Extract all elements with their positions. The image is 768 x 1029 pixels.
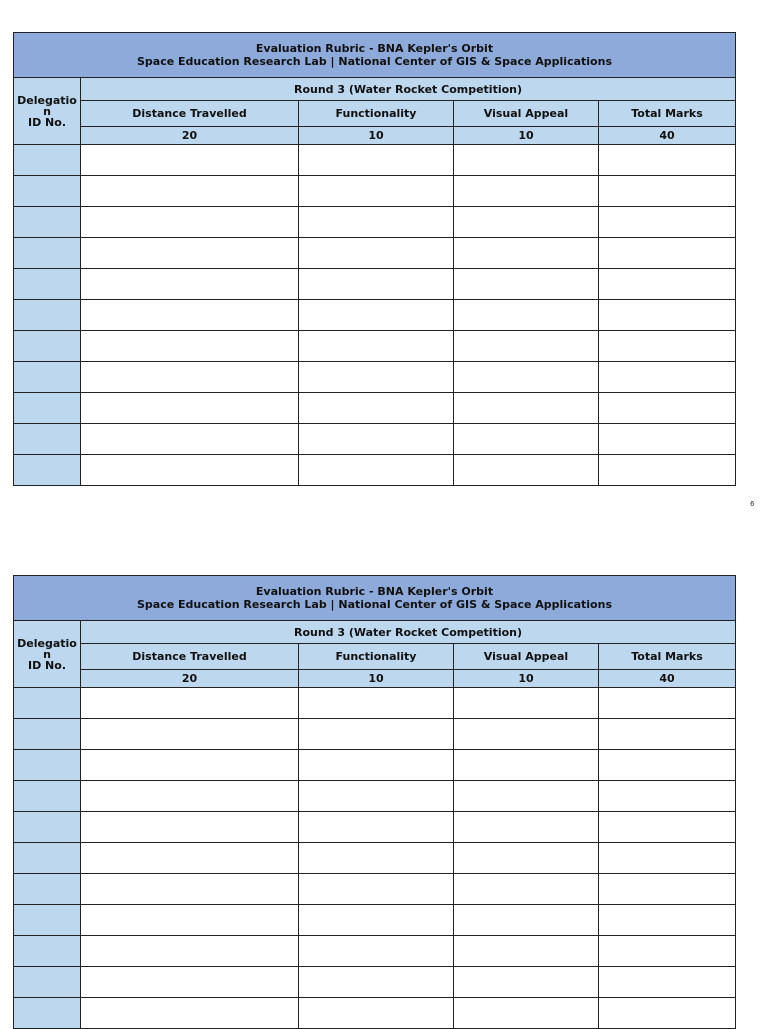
- visual-cell[interactable]: [454, 812, 599, 843]
- functionality-cell[interactable]: [299, 207, 454, 238]
- distance-cell[interactable]: [81, 967, 299, 998]
- functionality-cell[interactable]: [299, 424, 454, 455]
- rubric-title-cell: [14, 33, 736, 78]
- total-cell[interactable]: [599, 967, 736, 998]
- total-cell[interactable]: [599, 936, 736, 967]
- table-row: [14, 393, 736, 424]
- distance-cell[interactable]: [81, 455, 299, 486]
- id-cell[interactable]: [14, 812, 81, 843]
- id-cell[interactable]: [14, 238, 81, 269]
- criteria-header-row: [14, 644, 736, 670]
- table-row: [14, 843, 736, 874]
- total-cell[interactable]: [599, 393, 736, 424]
- table-row: [14, 781, 736, 812]
- total-cell[interactable]: [599, 300, 736, 331]
- id-cell[interactable]: [14, 145, 81, 176]
- delegation-id-header: [14, 621, 81, 688]
- table-row: [14, 688, 736, 719]
- distance-cell[interactable]: [81, 905, 299, 936]
- functionality-cell[interactable]: [299, 719, 454, 750]
- visual-cell[interactable]: [454, 874, 599, 905]
- visual-cell[interactable]: [454, 424, 599, 455]
- round-title: Round 3 (Water Rocket Competition): [81, 78, 736, 101]
- col-functionality: Functionality: [299, 644, 454, 670]
- functionality-cell[interactable]: [299, 176, 454, 207]
- rubric-title: Evaluation Rubric - BNA Kepler's Orbit: [255, 585, 494, 598]
- visual-cell[interactable]: [454, 331, 599, 362]
- max-distance: 20: [81, 670, 299, 688]
- max-marks-row: [14, 670, 736, 688]
- distance-cell[interactable]: [81, 362, 299, 393]
- delegation-id-label-3: ID No.: [28, 115, 66, 129]
- visual-cell[interactable]: [454, 781, 599, 812]
- id-cell[interactable]: [14, 719, 81, 750]
- functionality-cell[interactable]: [299, 269, 454, 300]
- distance-cell[interactable]: [81, 812, 299, 843]
- table-row: [14, 936, 736, 967]
- functionality-cell[interactable]: [299, 812, 454, 843]
- col-visual-appeal: Visual Appeal: [454, 644, 599, 670]
- visual-cell[interactable]: [454, 300, 599, 331]
- distance-cell[interactable]: [81, 843, 299, 874]
- visual-cell[interactable]: [454, 362, 599, 393]
- id-cell[interactable]: [14, 874, 81, 905]
- total-cell[interactable]: [599, 362, 736, 393]
- max-marks-row: [14, 127, 736, 145]
- distance-cell[interactable]: [81, 269, 299, 300]
- id-cell[interactable]: [14, 393, 81, 424]
- table-row: [14, 874, 736, 905]
- id-cell[interactable]: [14, 300, 81, 331]
- distance-cell[interactable]: [81, 238, 299, 269]
- visual-cell[interactable]: [454, 207, 599, 238]
- distance-cell[interactable]: [81, 176, 299, 207]
- functionality-cell[interactable]: [299, 331, 454, 362]
- id-cell[interactable]: [14, 781, 81, 812]
- id-cell[interactable]: [14, 936, 81, 967]
- id-cell[interactable]: [14, 207, 81, 238]
- functionality-cell[interactable]: [299, 688, 454, 719]
- table-row: [14, 207, 736, 238]
- visual-cell[interactable]: [454, 719, 599, 750]
- visual-cell[interactable]: [454, 750, 599, 781]
- id-cell[interactable]: [14, 750, 81, 781]
- max-total: 40: [599, 127, 736, 145]
- functionality-cell[interactable]: [299, 936, 454, 967]
- id-cell[interactable]: [14, 331, 81, 362]
- max-functionality: 10: [299, 670, 454, 688]
- page-number: 6: [750, 500, 755, 508]
- total-cell[interactable]: [599, 874, 736, 905]
- max-visual: 10: [454, 127, 599, 145]
- distance-cell[interactable]: [81, 936, 299, 967]
- id-cell[interactable]: [14, 688, 81, 719]
- id-cell[interactable]: [14, 269, 81, 300]
- total-cell[interactable]: [599, 331, 736, 362]
- distance-cell[interactable]: [81, 750, 299, 781]
- total-cell[interactable]: [599, 269, 736, 300]
- col-functionality: Functionality: [299, 101, 454, 127]
- functionality-cell[interactable]: [299, 843, 454, 874]
- visual-cell[interactable]: [454, 967, 599, 998]
- round-title: Round 3 (Water Rocket Competition): [81, 621, 736, 644]
- distance-cell[interactable]: [81, 688, 299, 719]
- max-visual: 10: [454, 670, 599, 688]
- rubric-subtitle: Space Education Research Lab | National Center of GIS & Space Applications: [136, 55, 612, 68]
- delegation-id-label-2: n: [43, 647, 51, 661]
- visual-cell[interactable]: [454, 936, 599, 967]
- functionality-cell[interactable]: [299, 455, 454, 486]
- table-row: [14, 750, 736, 781]
- functionality-cell[interactable]: [299, 362, 454, 393]
- distance-cell[interactable]: [81, 207, 299, 238]
- rubric-subtitle: Space Education Research Lab | National Center of GIS & Space Applications: [136, 598, 612, 611]
- rubric-table-1: [13, 32, 736, 486]
- table-row: [14, 300, 736, 331]
- functionality-cell[interactable]: [299, 781, 454, 812]
- id-cell[interactable]: [14, 176, 81, 207]
- rubric-title: Evaluation Rubric - BNA Kepler's Orbit: [255, 42, 494, 55]
- table-row: [14, 269, 736, 300]
- distance-cell[interactable]: [81, 145, 299, 176]
- distance-cell[interactable]: [81, 331, 299, 362]
- functionality-cell[interactable]: [299, 145, 454, 176]
- delegation-id-label-1: Delegatio: [17, 636, 77, 650]
- total-cell[interactable]: [599, 207, 736, 238]
- functionality-cell[interactable]: [299, 393, 454, 424]
- distance-cell[interactable]: [81, 300, 299, 331]
- round-row: [14, 621, 736, 644]
- visual-cell[interactable]: [454, 393, 599, 424]
- distance-cell[interactable]: [81, 393, 299, 424]
- col-visual-appeal: Visual Appeal: [454, 101, 599, 127]
- max-functionality: 10: [299, 127, 454, 145]
- rubric-table-2: [13, 575, 736, 1029]
- round-row: [14, 78, 736, 101]
- total-cell[interactable]: [599, 905, 736, 936]
- criteria-header-row: [14, 101, 736, 127]
- total-cell[interactable]: [599, 176, 736, 207]
- id-cell[interactable]: [14, 967, 81, 998]
- delegation-id-label-2: n: [43, 104, 51, 118]
- id-cell[interactable]: [14, 424, 81, 455]
- delegation-id-label-1: Delegatio: [17, 93, 77, 107]
- visual-cell[interactable]: [454, 688, 599, 719]
- functionality-cell[interactable]: [299, 750, 454, 781]
- max-distance: 20: [81, 127, 299, 145]
- visual-cell[interactable]: [454, 905, 599, 936]
- table-row: [14, 812, 736, 843]
- table-row: [14, 238, 736, 269]
- id-cell[interactable]: [14, 362, 81, 393]
- total-cell[interactable]: [599, 688, 736, 719]
- title-row: [14, 33, 736, 78]
- max-total: 40: [599, 670, 736, 688]
- id-cell[interactable]: [14, 905, 81, 936]
- total-cell[interactable]: [599, 781, 736, 812]
- total-cell[interactable]: [599, 238, 736, 269]
- col-total-marks: Total Marks: [599, 101, 736, 127]
- id-cell[interactable]: [14, 843, 81, 874]
- table-row: [14, 331, 736, 362]
- col-total-marks: Total Marks: [599, 644, 736, 670]
- distance-cell[interactable]: [81, 424, 299, 455]
- table-row: [14, 967, 736, 998]
- visual-cell[interactable]: [454, 843, 599, 874]
- visual-cell[interactable]: [454, 269, 599, 300]
- functionality-cell[interactable]: [299, 905, 454, 936]
- table-row: [14, 905, 736, 936]
- col-distance-travelled: Distance Travelled: [81, 644, 299, 670]
- table-row: [14, 145, 736, 176]
- functionality-cell[interactable]: [299, 967, 454, 998]
- delegation-id-label-3: ID No.: [28, 658, 66, 672]
- table-row: [14, 362, 736, 393]
- table-row: [14, 719, 736, 750]
- visual-cell[interactable]: [454, 238, 599, 269]
- total-cell[interactable]: [599, 843, 736, 874]
- distance-cell[interactable]: [81, 719, 299, 750]
- total-cell[interactable]: [599, 424, 736, 455]
- title-row: [14, 576, 736, 621]
- total-cell[interactable]: [599, 455, 736, 486]
- total-cell[interactable]: [599, 812, 736, 843]
- functionality-cell[interactable]: [299, 238, 454, 269]
- total-cell[interactable]: [599, 750, 736, 781]
- functionality-cell[interactable]: [299, 300, 454, 331]
- table-row: [14, 455, 736, 486]
- total-cell[interactable]: [599, 145, 736, 176]
- distance-cell[interactable]: [81, 874, 299, 905]
- delegation-id-header: [14, 78, 81, 145]
- id-cell[interactable]: [14, 455, 81, 486]
- visual-cell[interactable]: [454, 176, 599, 207]
- total-cell[interactable]: [599, 719, 736, 750]
- rubric-title-cell: [14, 576, 736, 621]
- distance-cell[interactable]: [81, 781, 299, 812]
- functionality-cell[interactable]: [299, 874, 454, 905]
- col-distance-travelled: Distance Travelled: [81, 101, 299, 127]
- visual-cell[interactable]: [454, 145, 599, 176]
- visual-cell[interactable]: [454, 455, 599, 486]
- table-row: [14, 176, 736, 207]
- table-row: [14, 424, 736, 455]
